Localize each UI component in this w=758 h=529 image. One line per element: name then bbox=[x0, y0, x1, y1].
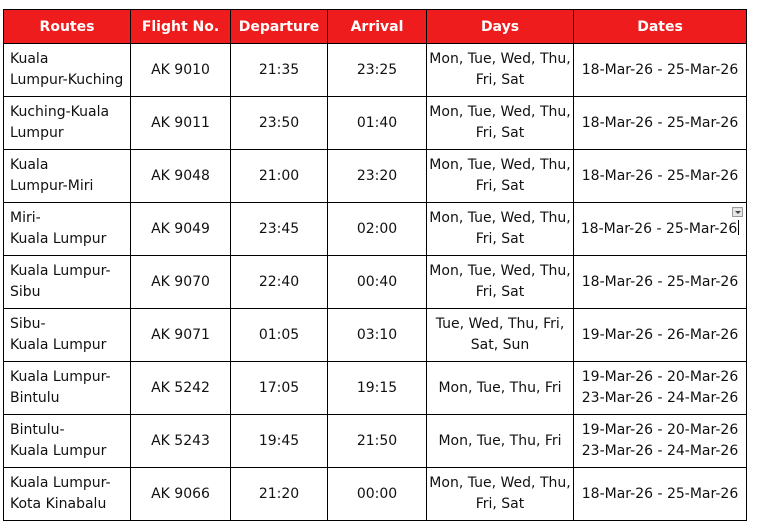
dates-cell[interactable] bbox=[574, 97, 747, 150]
header-flight-no: Flight No. bbox=[131, 10, 231, 44]
arrival-cell[interactable]: 21:50 bbox=[328, 415, 427, 468]
days-line: Fri, Sat bbox=[475, 284, 525, 300]
flight-number-cell[interactable]: AK 9048 bbox=[131, 150, 231, 203]
route-line: Kuala bbox=[10, 157, 49, 173]
dates-line: 19-Mar-26 - 20-Mar-26 bbox=[581, 369, 739, 385]
departure-cell[interactable]: 21:20 bbox=[231, 468, 328, 521]
table-row bbox=[4, 203, 747, 256]
text-caret bbox=[738, 220, 739, 235]
days-cell[interactable] bbox=[427, 362, 574, 415]
route-line: Miri- bbox=[10, 210, 41, 226]
dates-line: 19-Mar-26 - 26-Mar-26 bbox=[581, 326, 739, 343]
header-row bbox=[4, 10, 747, 44]
table-row bbox=[4, 468, 747, 521]
departure-cell[interactable]: 23:45 bbox=[231, 203, 328, 256]
flight-schedule bbox=[3, 9, 747, 521]
days-line: Fri, Sat bbox=[475, 231, 525, 247]
dates-line: 18-Mar-26 - 25-Mar-26 bbox=[581, 273, 739, 290]
days-line: Fri, Sat bbox=[475, 72, 525, 88]
dates-cell[interactable] bbox=[574, 415, 747, 468]
days-line: Tue, Wed, Thu, Fri, bbox=[435, 316, 565, 332]
dates-cell[interactable] bbox=[574, 468, 747, 521]
departure-cell[interactable]: 17:05 bbox=[231, 362, 328, 415]
flight-number-cell[interactable]: AK 9071 bbox=[131, 309, 231, 362]
departure-cell[interactable]: 01:05 bbox=[231, 309, 328, 362]
arrival-cell[interactable]: 03:10 bbox=[328, 309, 427, 362]
days-cell[interactable] bbox=[427, 415, 574, 468]
dates-line: 23-Mar-26 - 24-Mar-26 bbox=[581, 390, 739, 406]
days-cell[interactable] bbox=[427, 97, 574, 150]
header-arrival: Arrival bbox=[328, 10, 427, 44]
days-line: Fri, Sat bbox=[475, 125, 525, 141]
route-cell[interactable] bbox=[4, 97, 131, 150]
days-cell[interactable] bbox=[427, 44, 574, 97]
flight-number-cell[interactable]: AK 9070 bbox=[131, 256, 231, 309]
dates-cell[interactable] bbox=[574, 362, 747, 415]
departure-cell[interactable]: 21:35 bbox=[231, 44, 328, 97]
dates-line: 23-Mar-26 - 24-Mar-26 bbox=[581, 443, 739, 459]
days-line: Mon, Tue, Wed, Thu, bbox=[429, 157, 571, 173]
route-line: Kuala bbox=[10, 51, 49, 67]
flight-schedule-table bbox=[3, 9, 747, 521]
table-row bbox=[4, 97, 747, 150]
arrival-cell[interactable]: 00:40 bbox=[328, 256, 427, 309]
dates-cell[interactable] bbox=[574, 44, 747, 97]
dates-line: 19-Mar-26 - 20-Mar-26 bbox=[581, 422, 739, 438]
dates-line: 18-Mar-26 - 25-Mar-26 bbox=[581, 167, 739, 184]
arrival-cell[interactable]: 23:25 bbox=[328, 44, 427, 97]
route-cell[interactable] bbox=[4, 362, 131, 415]
dates-line: 18-Mar-26 - 25-Mar-26 bbox=[581, 485, 739, 502]
route-line: Kuala Lumpur bbox=[10, 337, 107, 353]
route-line: Kuala Lumpur bbox=[10, 231, 107, 247]
days-line: Mon, Tue, Wed, Thu, bbox=[429, 104, 571, 120]
header-routes: Routes bbox=[4, 10, 131, 44]
arrival-cell[interactable]: 01:40 bbox=[328, 97, 427, 150]
header-dates: Dates bbox=[574, 10, 747, 44]
route-line: Bintulu- bbox=[10, 422, 65, 438]
route-line: Kuching-Kuala bbox=[10, 104, 110, 120]
chevron-down-icon[interactable] bbox=[732, 207, 743, 217]
flight-number-cell[interactable]: AK 9049 bbox=[131, 203, 231, 256]
arrival-cell[interactable]: 19:15 bbox=[328, 362, 427, 415]
flight-number-cell[interactable]: AK 5243 bbox=[131, 415, 231, 468]
table-row bbox=[4, 44, 747, 97]
route-cell[interactable] bbox=[4, 150, 131, 203]
days-line: Mon, Tue, Wed, Thu, bbox=[429, 263, 571, 279]
dates-line: 18-Mar-26 - 25-Mar-26 bbox=[581, 114, 739, 131]
route-line: Lumpur bbox=[10, 125, 64, 141]
header-departure: Departure bbox=[231, 10, 328, 44]
arrival-cell[interactable]: 00:00 bbox=[328, 468, 427, 521]
days-cell[interactable] bbox=[427, 150, 574, 203]
days-cell[interactable] bbox=[427, 203, 574, 256]
departure-cell[interactable]: 19:45 bbox=[231, 415, 328, 468]
route-cell[interactable] bbox=[4, 256, 131, 309]
days-cell[interactable] bbox=[427, 256, 574, 309]
departure-cell[interactable]: 21:00 bbox=[231, 150, 328, 203]
route-line: Kuala Lumpur- bbox=[10, 369, 111, 385]
route-line: Lumpur-Miri bbox=[10, 178, 94, 194]
flight-number-cell[interactable]: AK 9010 bbox=[131, 44, 231, 97]
dates-cell[interactable] bbox=[574, 150, 747, 203]
route-line: Kuala Lumpur bbox=[10, 443, 107, 459]
dates-line: 18-Mar-26 - 25-Mar-26 bbox=[581, 61, 739, 78]
days-cell[interactable] bbox=[427, 309, 574, 362]
dates-text: 18-Mar-26 - 25-Mar-26 bbox=[580, 220, 738, 237]
table-row bbox=[4, 309, 747, 362]
route-cell[interactable] bbox=[4, 203, 131, 256]
days-line: Mon, Tue, Wed, Thu, bbox=[429, 51, 571, 67]
route-line: Sibu bbox=[10, 284, 41, 300]
dates-cell[interactable] bbox=[574, 256, 747, 309]
arrival-cell[interactable]: 02:00 bbox=[328, 203, 427, 256]
route-cell[interactable] bbox=[4, 468, 131, 521]
route-line: Lumpur-Kuching bbox=[10, 72, 124, 88]
flight-number-cell[interactable]: AK 9011 bbox=[131, 97, 231, 150]
route-cell[interactable] bbox=[4, 415, 131, 468]
departure-cell[interactable]: 23:50 bbox=[231, 97, 328, 150]
flight-number-cell[interactable]: AK 5242 bbox=[131, 362, 231, 415]
days-line: Mon, Tue, Wed, Thu, bbox=[429, 210, 571, 226]
flight-number-cell[interactable]: AK 9066 bbox=[131, 468, 231, 521]
days-line: Sat, Sun bbox=[470, 337, 530, 353]
route-line: Kuala Lumpur- bbox=[10, 263, 111, 279]
days-line: Fri, Sat bbox=[475, 496, 525, 512]
days-line: Mon, Tue, Thu, Fri bbox=[438, 379, 562, 396]
days-line: Mon, Tue, Thu, Fri bbox=[438, 432, 562, 449]
table-row bbox=[4, 150, 747, 203]
dates-cell-active[interactable] bbox=[574, 203, 747, 256]
days-line: Mon, Tue, Wed, Thu, bbox=[429, 475, 571, 491]
route-cell[interactable] bbox=[4, 44, 131, 97]
route-line: Bintulu bbox=[10, 390, 60, 406]
dates-cell[interactable] bbox=[574, 309, 747, 362]
table-row bbox=[4, 256, 747, 309]
route-line: Kota Kinabalu bbox=[10, 496, 107, 512]
departure-cell[interactable]: 22:40 bbox=[231, 256, 328, 309]
arrival-cell[interactable]: 23:20 bbox=[328, 150, 427, 203]
route-line: Sibu- bbox=[10, 316, 46, 332]
route-line: Kuala Lumpur- bbox=[10, 475, 111, 491]
header-days: Days bbox=[427, 10, 574, 44]
dates-line bbox=[574, 219, 746, 240]
days-cell[interactable] bbox=[427, 468, 574, 521]
table-row bbox=[4, 415, 747, 468]
route-cell[interactable] bbox=[4, 309, 131, 362]
table-row bbox=[4, 362, 747, 415]
days-line: Fri, Sat bbox=[475, 178, 525, 194]
